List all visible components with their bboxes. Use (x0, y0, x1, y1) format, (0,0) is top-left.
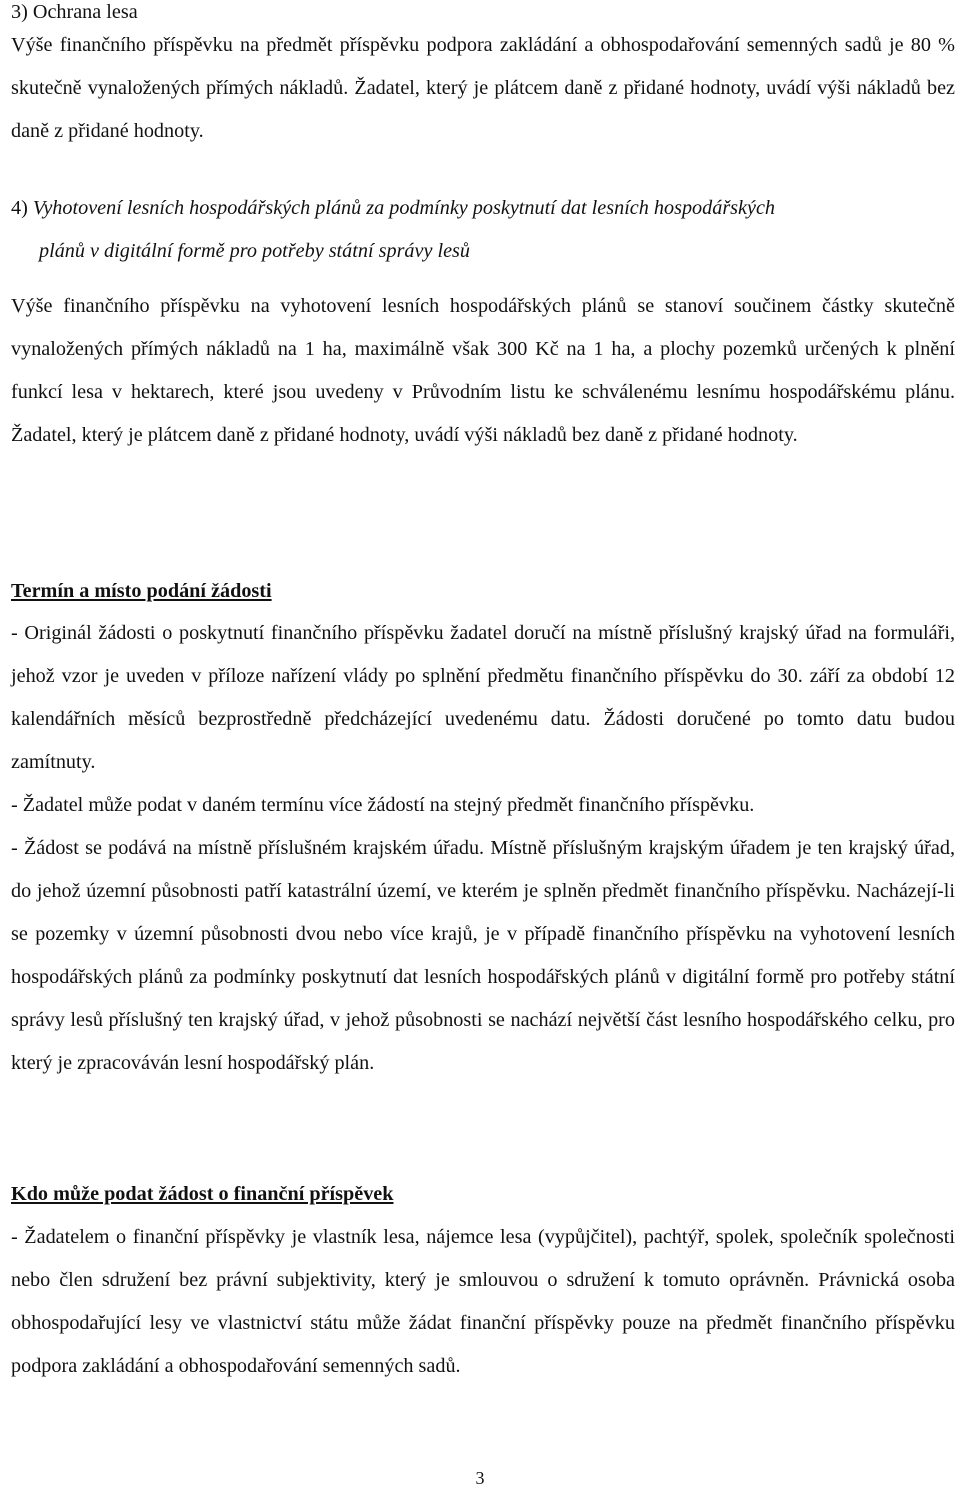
section-4-heading (11, 187, 955, 273)
termin-item: - Originál žádosti o poskytnutí finančního příspěvku žadatel doručí na místně příslušný krajský úřad na formuláři, jehož vzor je uveden v příloze nařízení vlády po splnění předmětu finančního příspěvku do 30. září za období 12 kalendářních měsíců bezprostředně předcházející uvedenému datu. Žádosti doručené po tomto datu budou zamítnuty. (11, 622, 955, 773)
section-3-heading: 3) Ochrana lesa (11, 1, 138, 23)
section-4-number: 4) (11, 197, 28, 219)
termin-item: - Žadatel může podat v daném termínu více žádostí na stejný předmět finančního příspěvku. (11, 794, 755, 816)
kdo-paragraph: - Žadatelem o finanční příspěvky je vlastník lesa, nájemce lesa (vypůjčitel), pachtýř, spolek, společník společnosti nebo člen sdružení bez právní subjektivity, který je smlouvou o sdružení k tomuto oprávněn. Právnická osoba obhospodařující lesy ve vlastnictví státu může žádat finanční příspěvky pouze na předmět finančního příspěvku podpora zakládání a obhospodařování semenných sadů. (11, 1226, 955, 1377)
page-number: 3 (475, 1468, 485, 1488)
kdo-heading: Kdo může podat žádost o finanční příspěvek (11, 1183, 394, 1205)
termin-heading: Termín a místo podání žádosti (11, 580, 272, 602)
section-4-heading-line-2: plánů v digitální formě pro potřeby státní správy lesů (39, 240, 471, 262)
section-4-paragraph: Výše finančního příspěvku na vyhotovení lesních hospodářských plánů se stanoví součinem částky skutečně vynaložených přímých nákladů na 1 ha, maximálně však 300 Kč na 1 ha, a plochy pozemků určených k plnění funkcí lesa v hektarech, které jsou uvedeny v Průvodním listu ke schválenému lesnímu hospodářskému plánu. Žadatel, který je plátcem daně z přidané hodnoty, uvádí výši nákladů bez daně z přidané hodnoty. (11, 295, 955, 446)
termin-list (11, 612, 955, 1085)
section-3-paragraph: Výše finančního příspěvku na předmět příspěvku podpora zakládání a obhospodařování semenných sadů je 80 % skutečně vynaložených přímých nákladů. Žadatel, který je plátcem daně z přidané hodnoty, uvádí výši nákladů bez daně z přidané hodnoty. (11, 34, 955, 142)
section-4-heading-text-1: Vyhotovení lesních hospodářských plánů za podmínky poskytnutí dat lesních hospodářských (32, 197, 776, 219)
section-4-heading-line-1 (11, 187, 955, 230)
termin-item: - Žádost se podává na místně příslušném krajském úřadu. Místně příslušným krajským úřadem je ten krajský úřad, do jehož územní působnosti patří katastrální území, ve kterém je splněn předmět finančního příspěvku. Nacházejí-li se pozemky v územní působnosti dvou nebo více krajů, je v případě finančního příspěvku na vyhotovení lesních hospodářských plánů za podmínky poskytnutí dat lesních hospodářských plánů v digitální formě pro potřeby státní správy lesů příslušný ten krajský úřad, v jehož působnosti se nachází největší část lesního hospodářského celku, pro který je zpracováván lesní hospodářský plán. (11, 837, 955, 1074)
